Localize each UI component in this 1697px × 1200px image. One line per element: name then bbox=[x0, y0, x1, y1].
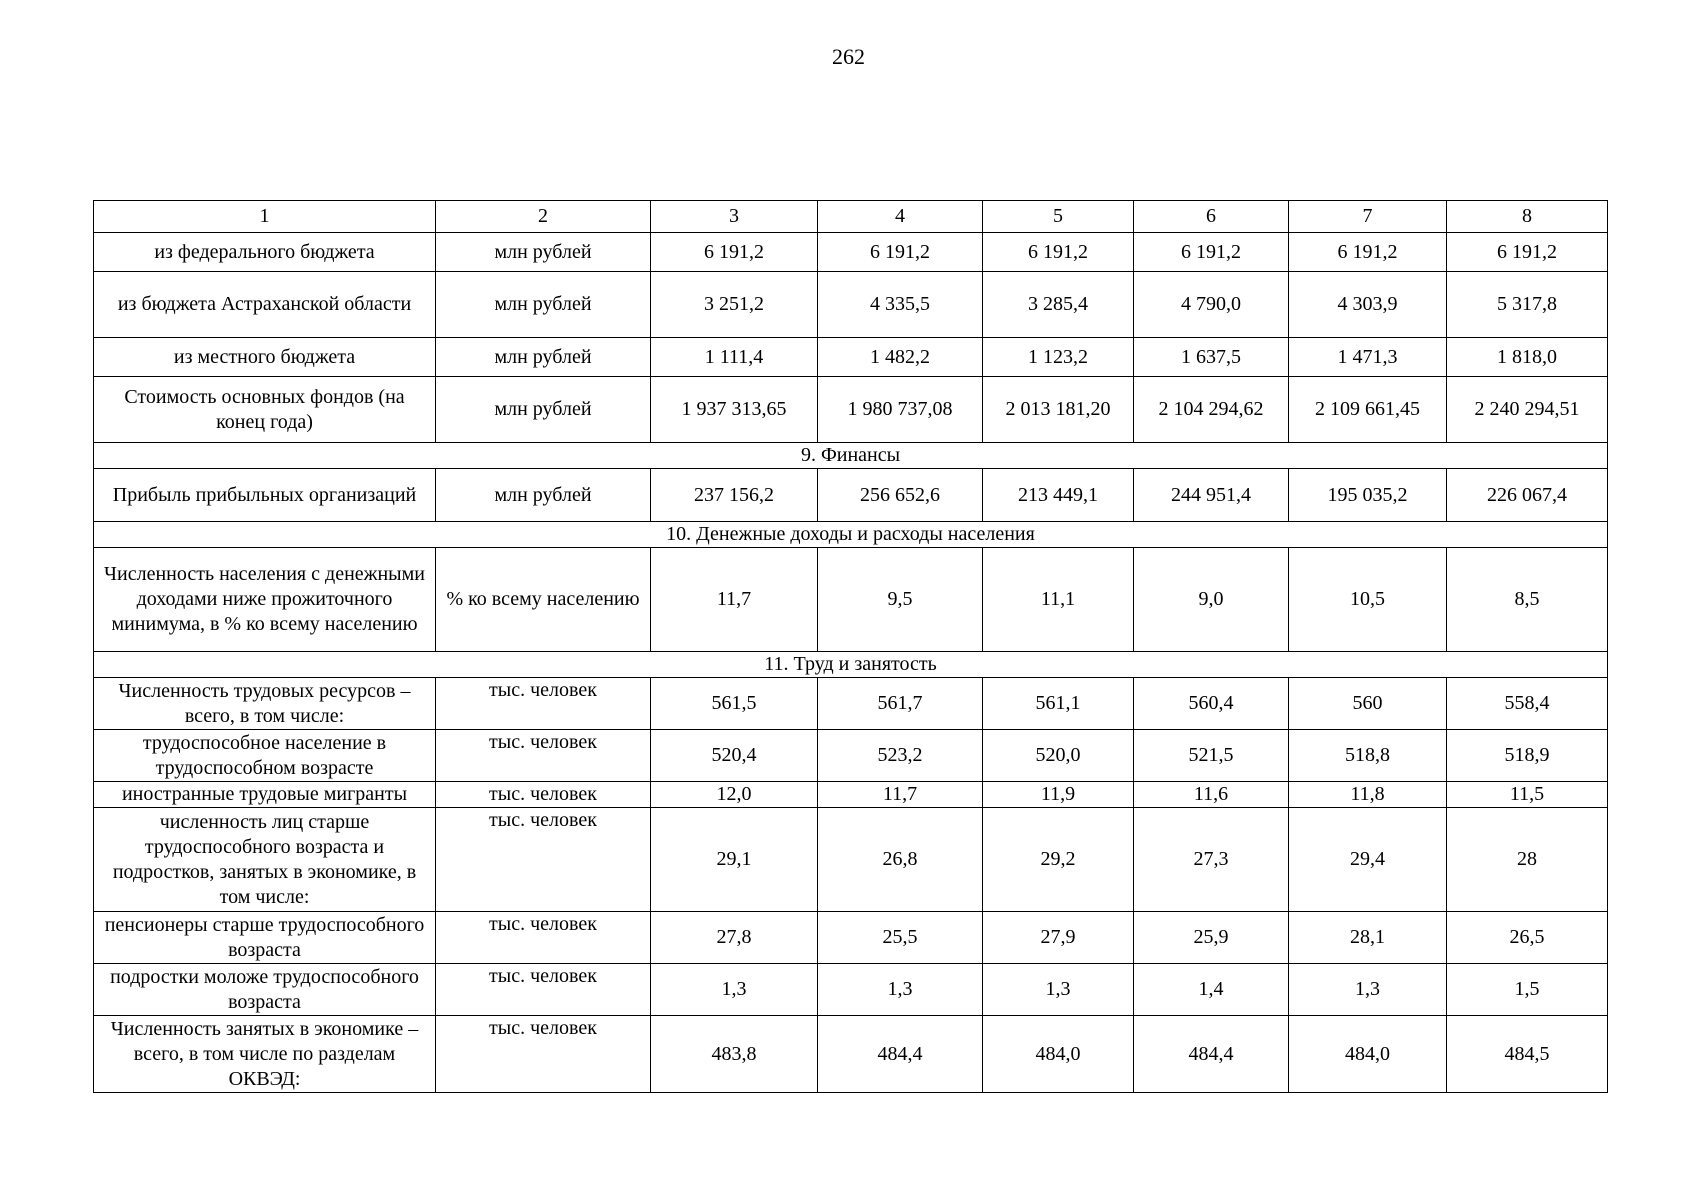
row-value: 560 bbox=[1289, 678, 1447, 730]
row-unit: тыс. человек bbox=[436, 1016, 651, 1093]
table-row bbox=[94, 338, 1608, 377]
row-value: 9,0 bbox=[1134, 548, 1289, 652]
row-value: 3 285,4 bbox=[983, 272, 1134, 338]
row-value: 226 067,4 bbox=[1447, 469, 1608, 522]
row-value: 1 111,4 bbox=[651, 338, 818, 377]
table-row bbox=[94, 912, 1608, 964]
column-header: 4 bbox=[818, 201, 983, 233]
row-value: 1,3 bbox=[818, 964, 983, 1016]
data-table bbox=[93, 200, 1608, 1093]
row-label: Численность трудовых ресурсов – всего, в том числе: bbox=[94, 678, 436, 730]
row-value: 27,9 bbox=[983, 912, 1134, 964]
section-title: 9. Финансы bbox=[94, 443, 1608, 469]
row-value: 2 013 181,20 bbox=[983, 377, 1134, 443]
row-value: 5 317,8 bbox=[1447, 272, 1608, 338]
row-value: 256 652,6 bbox=[818, 469, 983, 522]
row-label: из федерального бюджета bbox=[94, 233, 436, 272]
column-header: 5 bbox=[983, 201, 1134, 233]
row-value: 10,5 bbox=[1289, 548, 1447, 652]
table-row bbox=[94, 782, 1608, 808]
row-value: 561,7 bbox=[818, 678, 983, 730]
row-value: 29,1 bbox=[651, 808, 818, 912]
row-value: 26,5 bbox=[1447, 912, 1608, 964]
row-value: 3 251,2 bbox=[651, 272, 818, 338]
row-value: 4 790,0 bbox=[1134, 272, 1289, 338]
row-value: 484,0 bbox=[1289, 1016, 1447, 1093]
row-label: Прибыль прибыльных организаций bbox=[94, 469, 436, 522]
row-value: 25,9 bbox=[1134, 912, 1289, 964]
row-value: 29,2 bbox=[983, 808, 1134, 912]
row-value: 484,4 bbox=[818, 1016, 983, 1093]
row-value: 1 482,2 bbox=[818, 338, 983, 377]
table-row bbox=[94, 678, 1608, 730]
row-value: 484,5 bbox=[1447, 1016, 1608, 1093]
row-label: Численность населения с денежными доходами ниже прожиточного минимума, в % ко всему населению bbox=[94, 548, 436, 652]
row-label: из местного бюджета bbox=[94, 338, 436, 377]
row-value: 27,8 bbox=[651, 912, 818, 964]
row-value: 6 191,2 bbox=[818, 233, 983, 272]
row-value: 1,3 bbox=[651, 964, 818, 1016]
row-unit: тыс. человек bbox=[436, 964, 651, 1016]
row-value: 6 191,2 bbox=[1134, 233, 1289, 272]
row-value: 4 335,5 bbox=[818, 272, 983, 338]
row-value: 25,5 bbox=[818, 912, 983, 964]
row-value: 12,0 bbox=[651, 782, 818, 808]
row-value: 483,8 bbox=[651, 1016, 818, 1093]
row-value: 11,7 bbox=[651, 548, 818, 652]
row-unit: тыс. человек bbox=[436, 912, 651, 964]
row-value: 9,5 bbox=[818, 548, 983, 652]
row-unit: тыс. человек bbox=[436, 730, 651, 782]
table-row bbox=[94, 808, 1608, 912]
table-row bbox=[94, 272, 1608, 338]
row-value: 484,0 bbox=[983, 1016, 1134, 1093]
row-value: 1 637,5 bbox=[1134, 338, 1289, 377]
row-value: 11,1 bbox=[983, 548, 1134, 652]
row-value: 6 191,2 bbox=[651, 233, 818, 272]
table-row bbox=[94, 469, 1608, 522]
row-value: 4 303,9 bbox=[1289, 272, 1447, 338]
row-unit: % ко всему населению bbox=[436, 548, 651, 652]
row-value: 6 191,2 bbox=[1447, 233, 1608, 272]
row-value: 1,4 bbox=[1134, 964, 1289, 1016]
row-value: 8,5 bbox=[1447, 548, 1608, 652]
column-header: 6 bbox=[1134, 201, 1289, 233]
column-header: 8 bbox=[1447, 201, 1608, 233]
row-label: подростки моложе трудоспособного возраста bbox=[94, 964, 436, 1016]
row-label: из бюджета Астраханской области bbox=[94, 272, 436, 338]
row-value: 523,2 bbox=[818, 730, 983, 782]
section-title: 10. Денежные доходы и расходы населения bbox=[94, 522, 1608, 548]
row-value: 561,1 bbox=[983, 678, 1134, 730]
row-value: 11,8 bbox=[1289, 782, 1447, 808]
section-row bbox=[94, 652, 1608, 678]
table-row bbox=[94, 730, 1608, 782]
column-header: 1 bbox=[94, 201, 436, 233]
row-value: 1,5 bbox=[1447, 964, 1608, 1016]
row-value: 2 109 661,45 bbox=[1289, 377, 1447, 443]
row-value: 560,4 bbox=[1134, 678, 1289, 730]
row-value: 244 951,4 bbox=[1134, 469, 1289, 522]
row-label: иностранные трудовые мигранты bbox=[94, 782, 436, 808]
page-number: 262 bbox=[832, 44, 865, 69]
row-value: 11,9 bbox=[983, 782, 1134, 808]
section-row bbox=[94, 522, 1608, 548]
row-value: 521,5 bbox=[1134, 730, 1289, 782]
table-row bbox=[94, 1016, 1608, 1093]
row-value: 520,0 bbox=[983, 730, 1134, 782]
table-row bbox=[94, 964, 1608, 1016]
column-header: 3 bbox=[651, 201, 818, 233]
row-unit: тыс. человек bbox=[436, 678, 651, 730]
section-title: 11. Труд и занятость bbox=[94, 652, 1608, 678]
row-value: 518,9 bbox=[1447, 730, 1608, 782]
row-value: 561,5 bbox=[651, 678, 818, 730]
row-value: 1 123,2 bbox=[983, 338, 1134, 377]
row-unit: млн рублей bbox=[436, 469, 651, 522]
column-header: 7 bbox=[1289, 201, 1447, 233]
row-label: трудоспособное население в трудоспособном возрасте bbox=[94, 730, 436, 782]
row-value: 1 937 313,65 bbox=[651, 377, 818, 443]
row-unit: млн рублей bbox=[436, 233, 651, 272]
table-row bbox=[94, 548, 1608, 652]
row-value: 1 980 737,08 bbox=[818, 377, 983, 443]
row-value: 28,1 bbox=[1289, 912, 1447, 964]
row-value: 11,7 bbox=[818, 782, 983, 808]
row-value: 26,8 bbox=[818, 808, 983, 912]
row-label: Численность занятых в экономике – всего, в том числе по разделам ОКВЭД: bbox=[94, 1016, 436, 1093]
row-value: 195 035,2 bbox=[1289, 469, 1447, 522]
row-label: Стоимость основных фондов (на конец года) bbox=[94, 377, 436, 443]
row-unit: тыс. человек bbox=[436, 782, 651, 808]
row-value: 213 449,1 bbox=[983, 469, 1134, 522]
row-value: 520,4 bbox=[651, 730, 818, 782]
row-value: 27,3 bbox=[1134, 808, 1289, 912]
row-label: численность лиц старше трудоспособного возраста и подростков, занятых в экономике, в том числе: bbox=[94, 808, 436, 912]
row-value: 1 471,3 bbox=[1289, 338, 1447, 377]
table-header-row bbox=[94, 201, 1608, 233]
row-unit: млн рублей bbox=[436, 338, 651, 377]
row-value: 1,3 bbox=[983, 964, 1134, 1016]
row-value: 2 240 294,51 bbox=[1447, 377, 1608, 443]
row-value: 11,5 bbox=[1447, 782, 1608, 808]
table-row bbox=[94, 233, 1608, 272]
row-value: 1,3 bbox=[1289, 964, 1447, 1016]
column-header: 2 bbox=[436, 201, 651, 233]
row-value: 11,6 bbox=[1134, 782, 1289, 808]
row-value: 6 191,2 bbox=[1289, 233, 1447, 272]
section-row bbox=[94, 443, 1608, 469]
row-value: 29,4 bbox=[1289, 808, 1447, 912]
row-unit: млн рублей bbox=[436, 377, 651, 443]
row-value: 2 104 294,62 bbox=[1134, 377, 1289, 443]
row-value: 28 bbox=[1447, 808, 1608, 912]
row-value: 484,4 bbox=[1134, 1016, 1289, 1093]
row-value: 1 818,0 bbox=[1447, 338, 1608, 377]
row-unit: тыс. человек bbox=[436, 808, 651, 912]
row-value: 558,4 bbox=[1447, 678, 1608, 730]
row-value: 518,8 bbox=[1289, 730, 1447, 782]
row-unit: млн рублей bbox=[436, 272, 651, 338]
row-value: 6 191,2 bbox=[983, 233, 1134, 272]
row-value: 237 156,2 bbox=[651, 469, 818, 522]
table-row bbox=[94, 377, 1608, 443]
row-label: пенсионеры старше трудоспособного возраста bbox=[94, 912, 436, 964]
